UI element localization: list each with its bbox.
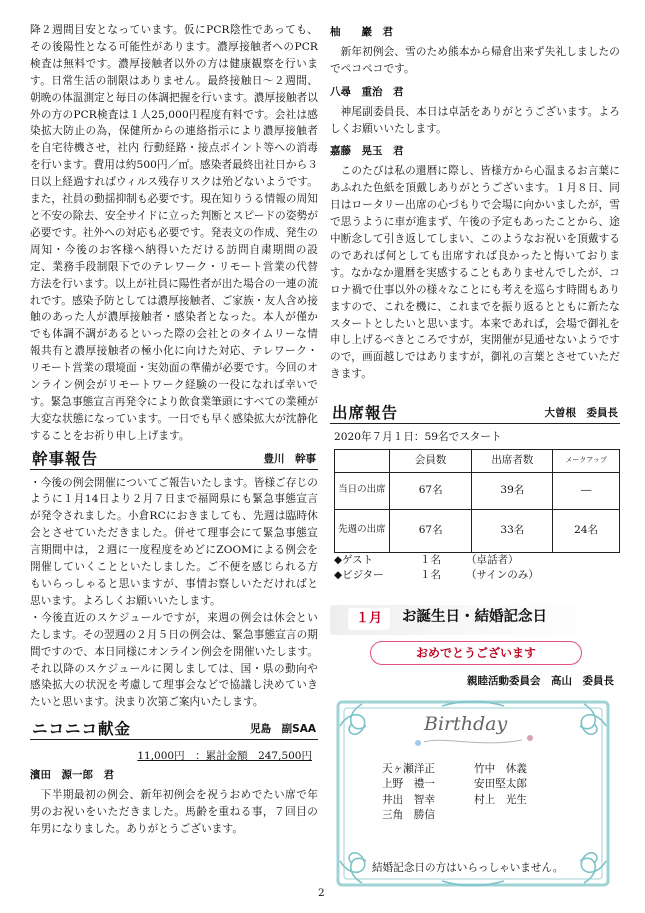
table-header-cell: 会員数 <box>389 449 472 472</box>
congrats-pill: おめでとうございます <box>370 641 582 665</box>
page-number: 2 <box>318 887 325 899</box>
list-item <box>474 808 564 824</box>
niko-author: 児島 副SAA <box>250 723 316 736</box>
covid-intro-text: 降２週間目安となっています。仮にPCR陰性であっても、その後陽性となる可能性があります。濃厚接触者へのPCR検査は無料です。濃厚接触者以外の方は健康観察を行います。日常生活の制限はありません。最終接触日～２週間、朝晩の体温測定と毎日の体調把握を行います。濃厚接触者以外の方のPCR検査は１人25,000円程度有料です。会社は感染拡大防止の為，保健所からの連絡指示により濃厚接触者を自宅待機させ，社内 行動経路・接点ポイント等への消毒を行います。費用は約500円／㎡。感染者最終出社日から３日以上経過すればウィルス残存リスクは殆どないようです。また，社員の動揺抑制も必要です。現在知りうる情報の周知と不安の除去、安全サイドに立った判断とスピードの姿勢が必要です。社外への対応も必要です。発表文の作成、発生の周知・今後のお客様へ納得いただける訪問自粛期間の設定、業務手段制限下でのテレワーク・リモート営業の代替方法を行います。以上が社員に陽性者が出た場合の一連の流れです。感染予防としては濃厚接触者、ご家族・友人含め接触のあった人が濃厚接触者・感染者となった。本人が僅かでも体調不調があるといった際の会社とのタイムリーな情報共有と濃厚接触者の極小化に向けた対応、テレワーク・リモート営業の環境面・実効面の準備が必要です。今回のオンライン例会がリモートワーク経験の一役になれば幸いです。緊急事態宣言再発令により飲食業筆頭にすべての業種が大変な状態になっています。一日でも早く感染拡大が沈静化することをお祈り申し上げます。 <box>30 24 318 442</box>
guest-label: ◆ゲスト <box>334 553 374 566</box>
attendance-header <box>330 405 620 424</box>
makeup-cell: 24名 <box>553 509 620 552</box>
members-cell: 67名 <box>389 472 472 509</box>
list-item: 村上 光生 <box>474 793 527 806</box>
list-item: 上野 禮一 <box>382 778 435 791</box>
birthday-script: Birthday <box>424 712 508 735</box>
birthday-frame <box>332 696 614 891</box>
visitor-row <box>334 568 620 583</box>
birthday-committee: 親睦活動委員会 高山 委員長 <box>467 674 614 687</box>
present-cell: 33名 <box>472 509 553 552</box>
niko-member-text: 下半期最初の例会、新年初例会を祝うおめでたい席で年男のお祝いをいただきました。馬齢を重ねる事，７回目の年男になりました。ありがとうございます。 <box>30 788 318 835</box>
list-item: 安田堅太郎 <box>474 778 527 791</box>
guest-note: （卓話者） <box>466 553 519 566</box>
anniversary-note: 結婚記念日の方はいらっしゃいません。 <box>372 861 564 874</box>
kanji-report-title: 幹事報告 <box>32 449 99 468</box>
message-2-text: 神尾副委員長、本日は卓話をありがとうございます。よろしくお願いいたします。 <box>330 105 620 135</box>
attendance-header-row <box>335 449 620 472</box>
niko-member-name: 濱田 源一郎 君 <box>30 769 114 782</box>
birthday-header <box>330 605 620 635</box>
table-row <box>335 472 620 509</box>
makeup-cell: ― <box>553 472 620 509</box>
message-1-text: 新年初例会、雪のため熊本から帰倉出来ず失礼しましたのでペコペコです。 <box>330 45 620 75</box>
guest-row <box>334 553 620 568</box>
birthday-title: お誕生日・結婚記念日 <box>402 608 547 625</box>
table-header-cell <box>335 449 390 472</box>
attendance-title: 出席報告 <box>332 404 399 423</box>
attendance-legend <box>334 553 620 583</box>
row-label: 先週の出席 <box>335 509 390 552</box>
message-3-text: このたびは私の還暦に際し、皆様方から心温まるお言葉にあふれた色紙を頂戴しありがとうございます。１月８日、同日はロータリー出席の心づもりで会場に向かいましたが，雪で思うように車が進まず、午後の予定もあったことから、途中断念して引き返してしまい、このようなお祝いを頂戴するのであれば何としても出席すれば良かったと悔いております。なかなか還暦を実感することもありませんでしたが、コロナ禍で仕事以外の様々なことにも考えを巡らす時間もありますので、これを機に、これまでを振り返るとともに新たなスタートとしたいと思います。本来であれば，会場で御礼を申し上げるべきところですが，実開催が見通せないようですので，画面越しではありますが，御礼の言葉とさせていただきます。 <box>330 165 620 381</box>
niko-header <box>30 721 318 740</box>
table-header-cell: 出席者数 <box>472 449 553 472</box>
message-3-name: 嘉藤 晃玉 君 <box>330 145 404 158</box>
attendance-author: 大曽根 委員長 <box>544 407 618 420</box>
list-item: 天ヶ瀬洋正 <box>382 762 435 775</box>
table-row <box>335 509 620 552</box>
visitor-label: ◆ビジター <box>334 568 384 581</box>
kanji-report-text-2: ・今後直近のスケジュールですが，来週の例会は休会といたします。その翌週の２月５日の例会は、緊急事態宣言の期間ですので、本日同様にオンライン例会を開催いたします。それ以降のスケジュールに関しましては、国・県の動向や感染拡大の状況を考慮して理事会などで協議し決めていきたいと思います。決まり次第ご案内いたします。 <box>30 611 318 709</box>
members-cell: 67名 <box>389 509 472 552</box>
kanji-report-text-1: ・今後の例会開催についてご報告いたします。皆様ご存じのように１月14日より２月７日まで福岡県にも緊急事態宣言が発令されました。小倉RCにおきましても、先週は臨時休会とさせていただきました。併せて理事会にて緊急事態宣言期間中は，２週に一度程度をめどにZOOMによる例会を開催していくことといたしました。ご不便を感じられる方もいらっしゃると思いますが、事情お察しいただければと思います。よろしくお願いいたします。 <box>30 476 318 607</box>
niko-title: ニコニコ献金 <box>32 720 132 739</box>
kanji-report-author: 豊川 幹事 <box>263 452 316 465</box>
visitor-note: （サインのみ） <box>466 568 539 581</box>
attendance-table <box>334 449 620 553</box>
message-1-name: 柚 巖 君 <box>330 26 393 38</box>
attendance-date: 2020年７月１日：59名でスタート <box>334 431 502 444</box>
list-item: 竹中 休義 <box>474 762 527 775</box>
row-label: 当日の出席 <box>335 472 390 509</box>
birthday-names <box>382 762 564 824</box>
kanji-report-header <box>30 451 318 470</box>
niko-amount: 11,000円 ：累計金額 247,500円 <box>137 750 312 763</box>
right-column <box>330 22 620 891</box>
guest-count: １名 <box>420 553 441 566</box>
table-header-cell: メークアップ <box>553 449 620 472</box>
message-2-name: 八尋 重治 君 <box>330 85 404 98</box>
list-item: 井出 智幸 <box>382 793 435 806</box>
present-cell: 39名 <box>472 472 553 509</box>
left-column <box>30 22 318 838</box>
visitor-count: １名 <box>420 568 441 581</box>
birthday-month: １月 <box>348 608 390 630</box>
list-item: 三角 勝信 <box>382 809 435 822</box>
